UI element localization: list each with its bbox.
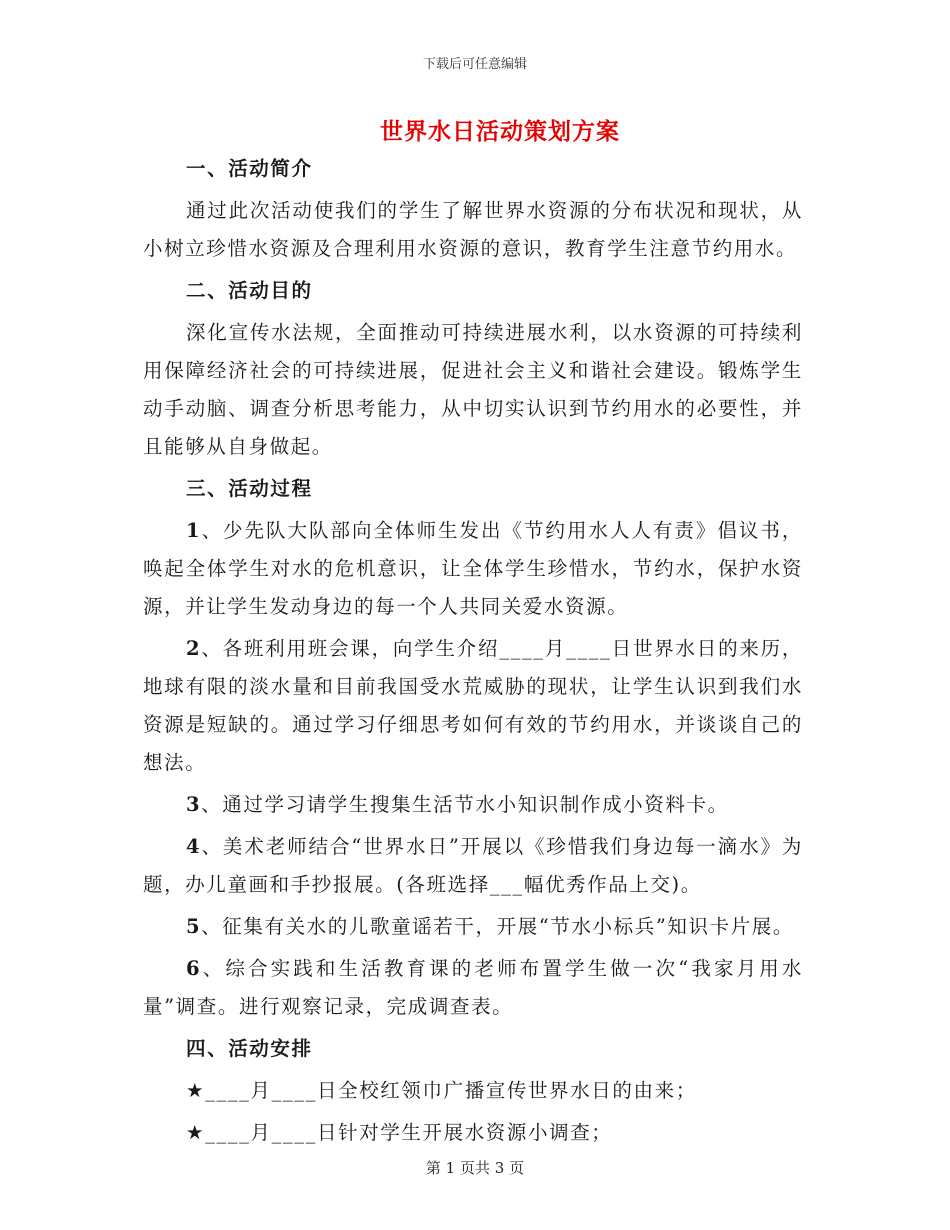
item-number: 5 xyxy=(186,915,202,938)
item-number: 6 xyxy=(186,957,202,980)
section-heading-purpose: 二、活动目的 xyxy=(186,279,313,302)
process-item xyxy=(143,828,803,904)
item-text: 、各班利用班会课，向学生介绍____月____日世界水日的来历，地球有限的淡水量和目前我国受水荒威胁的现状，让学生认识到我们水资源是短缺的。通过学习仔细思考如何有效的节约用水，并谈谈自己的想法。 xyxy=(143,637,803,774)
process-item xyxy=(143,908,803,946)
paragraph-intro: 通过此次活动使我们的学生了解世界水资源的分布状况和现状，从小树立珍惜水资源及合理利用水资源的意识，教育学生注意节约用水。 xyxy=(143,199,803,260)
page-footer: 第 1 页共 3 页 xyxy=(425,1159,525,1177)
star-icon: ★ xyxy=(186,1079,206,1102)
document-body xyxy=(143,150,803,1156)
star-icon: ★ xyxy=(186,1121,206,1144)
item-number: 2 xyxy=(186,637,202,660)
item-text: 、少先队大队部向全体师生发出《节约用水人人有责》倡议书，唤起全体学生对水的危机意识，让全体学生珍惜水，节约水，保护水资源，并让学生发动身边的每一个人共同关爱水资源。 xyxy=(143,519,803,618)
item-text: 、综合实践和生活教育课的老师布置学生做一次“我家月用水量”调查。进行观察记录，完成调查表。 xyxy=(143,957,803,1018)
item-number: 4 xyxy=(186,835,202,858)
paragraph-purpose: 深化宣传水法规，全面推动可持续进展水利，以水资源的可持续利用保障经济社会的可持续进展，促进社会主义和谐社会建设。锻炼学生动手动脑、调查分析思考能力，从中切实认识到节约用水的必要性，并且能够从自身做起。 xyxy=(143,321,803,458)
schedule-item xyxy=(143,1114,803,1152)
schedule-text: ____月____日针对学生开展水资源小调查； xyxy=(205,1121,613,1144)
document-title: 世界水日活动策划方案 xyxy=(380,118,620,145)
schedule-text: ____月____日全校红领巾广播宣传世界水日的由来； xyxy=(205,1079,697,1102)
header-note: 下载后可任意编辑 xyxy=(422,57,527,72)
schedule-item xyxy=(143,1072,803,1110)
item-text: 、通过学习请学生搜集生活节水小知识制作成小资料卡。 xyxy=(201,793,729,816)
process-item xyxy=(143,512,803,626)
item-number: 1 xyxy=(186,519,202,542)
item-text: 、征集有关水的儿歌童谣若干，开展“节水小标兵”知识卡片展。 xyxy=(201,915,795,938)
section-heading-process: 三、活动过程 xyxy=(186,477,313,500)
item-text: 、美术老师结合“世界水日”开展以《珍惜我们身边每一滴水》为题，办儿童画和手抄报展。(各班选择___幅优秀作品上交)。 xyxy=(143,835,803,896)
section-heading-intro: 一、活动简介 xyxy=(186,157,313,180)
section-heading-schedule: 四、活动安排 xyxy=(186,1037,313,1060)
process-item xyxy=(143,630,803,782)
process-item xyxy=(143,950,803,1026)
process-item xyxy=(143,786,803,824)
item-number: 3 xyxy=(186,793,202,816)
